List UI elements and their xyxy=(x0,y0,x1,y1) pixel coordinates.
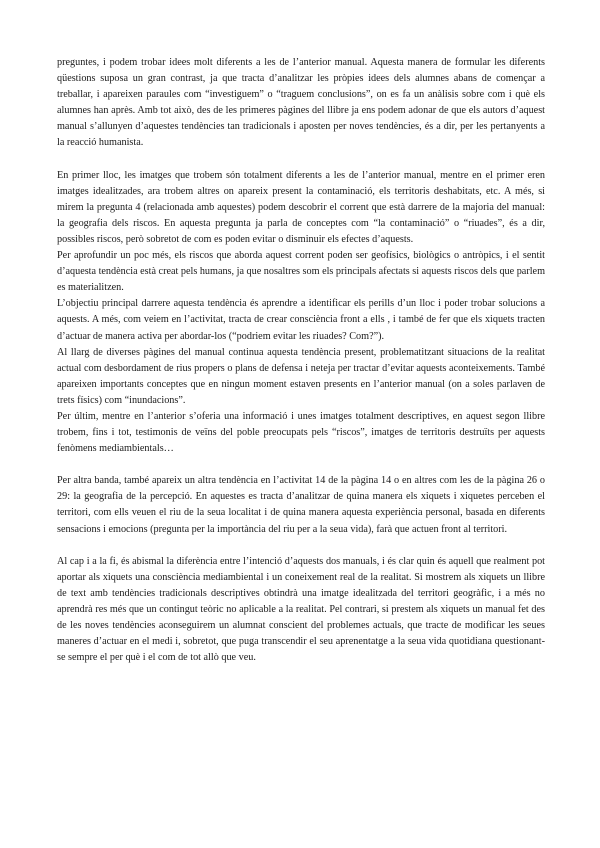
paragraph-perception: Per altra banda, també apareix un altra tendència en l’activitat 14 de la pàgina 14 o en altres com les de la pàgina 26 o 29: la geografia de la percepció. En aquestes es tracta d’analitzar de quina manera els xiquets i xiquetes perceben el territori, com ells veuen el riu de la seua localitat i de quina manera aquesta experiència personal, basada en diferents sensacions i emocions (pregunta per la importància del riu per a la seua vida), farà que actuen front al territori. xyxy=(57,475,545,535)
paragraph-intro-continuation: preguntes, i podem trobar idees molt diferents a les de l’anterior manual. Aquesta manera de formular les diferents qüestions suposa un gran contrast, ja que tracta d’analitzar les pròpies idees dels alumnes abans de començar a treballar, i apareixen paraules com “investiguem” o “traguem conclusions”, on es fa un anàlisis sobre com i què els alumnes han après. Amb tot això, des de les primeres pàgines del llibre ja ens podem adonar de que els autors d’aquest manual s’allunyen d’aquestes tendències tan tradicionals i aposten per noves tendències, és a dir, per les pertanyents a la reacció humanista. xyxy=(57,57,545,149)
paragraph-gap xyxy=(57,457,545,473)
paragraph-pages: Al llarg de diverses pàgines del manual continua aquesta tendència present, problematitzant situacions de la realitat actual com desbordament de rius propers o plans de defensa i neteja per tractar d’evitar aquests aconteixements. També apareixen importants conceptes que en ningun moment estaven presents en l’anterior manual (on a soles parlaven de trets físics) com “inundacions”. xyxy=(57,346,545,406)
paragraph-finally: Per últim, mentre en l’anterior s’oferia una informació i unes imatges totalment descriptives, en aquest segon llibre trobem, fins i tot, testimonis de veïns del poble preocupats pels “riscos”, imatges de territoris destruïts per aquests fenòmens mediambientals… xyxy=(57,410,545,455)
paragraph-gap xyxy=(57,538,545,554)
paragraph-images: En primer lloc, les imatges que trobem són totalment diferents a les de l’anterior manual, mentre en el primer eren imatges idealitzades, ara trobem altres on apareix present la contaminació, els territoris deshabitats, etc. A més, si mirem la pregunta 4 (relacionada amb aquestes) podem descobrir el corrent que està darrere de la majoria del manual: la geografia dels riscos. En aquesta pregunta ja parla de conceptes com “la contaminació” o “riuades”, és a dir, possibles riscos, però sobretot de com es poden evitar o disminuir els efectes d’aquests. xyxy=(57,169,545,245)
document-page xyxy=(57,55,545,666)
paragraph-conclusion: Al cap i a la fi, és abismal la diferència entre l’intenció d’aquests dos manuals, i és clar quin és aquell que realment pot aportar als xiquets una consciència mediambiental i un coneixement real de la realitat. Si mostrem als xiquets un llibre de text amb tendències tradicionals descriptives obtindrà una imatge idealitzada del territori geogràfic, i a més no aprendrà res més que un contingut teòric no aplicable a la realitat. Pel contrari, si prestem als xiquets un manual fet des de les noves tendències aconseguirem un alumnat conscient del problemes actuals, que tracte de modificar les seues maneres d’actuar en el medi i, sobretot, que puga transcendir el seu aprenentatge a la seua vida quotidiana questionant-se sempre el per què i el com de tot allò que veu. xyxy=(57,555,545,664)
paragraph-risks: Per aprofundir un poc més, els riscos que aborda aquest corrent poden ser geofísics, biològics o antròpics, i el sentit d’aquesta tendència està creat pels humans, ja que nosaltres som els principals afectats si aquests riscos dels que parlem es materialitzen. xyxy=(57,250,545,294)
paragraph-objective: L’objectiu principal darrere aquesta tendència és aprendre a identificar els perills d’un lloc i poder trobar solucions a aquests. A més, com veiem en l’activitat, tracta de crear consciència front a ells , i també de fer que els xiquets tracten d’actuar de manera activa per abordar-los (“podriem evitar les riuades? Com?”). xyxy=(57,298,545,342)
paragraph-gap xyxy=(57,152,545,168)
